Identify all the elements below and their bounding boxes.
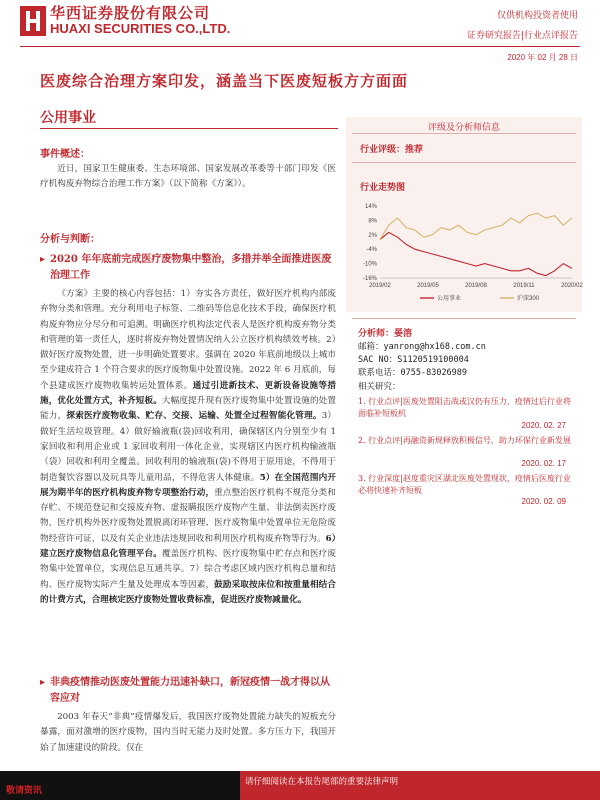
para-bold-5: 鼓励采取按床位和按重量相结合的计费方式，合理核定医疗废物处置收费标准，促进医疗废物减量化。: [40, 579, 336, 605]
report-date: 2020 年 02 月 28 日: [507, 53, 578, 62]
x-tick-label: 2019/02: [369, 283, 391, 289]
analyst-phone: 联系电话：0755-83026989: [358, 368, 468, 378]
header-divider: [20, 46, 580, 47]
related-item-1[interactable]: 1. 行业点评|医废处置阻击战或汉仍有压力，疫情过后行业将面临补短板机: [358, 397, 571, 418]
analyst-name: 分析师：晏溶: [358, 329, 413, 339]
panel-divider: [352, 318, 576, 319]
analyst-email: 邮箱：yanrong@hx168.com.cn: [358, 342, 486, 352]
event-paragraph: 近日，国家卫生健康委、生态环境部、国家发展改革委等十部门印发《医疗机构废弃物综合治理工作方案》（以下简称《方案》）。: [40, 164, 336, 190]
company-name-en: HUAXI SECURITIES CO.,LTD.: [50, 21, 231, 36]
para-text-1: 《方案》主要的核心内容包括：1）夯实各方责任，做好医疗机构内部废弃物分类和管理。充分利用电子标签、二维码等信息化技术手段，确保医疗机构废弃物应分尽分和可追溯。明确医疗机构法定代表人是医疗机构废弃物分类和管理的第一责任人，逐时将废弃物处置情况纳入公立医疗机构绩效考核。2）做好医疗废物处置，进一步明确处置要求。强调在 2020 年底前地级以上城市至少建成符合 1 个符合要求的医疗废物集中处置设施。2022 年 6 月底前，每个县建成医疗废物收集转运处置体系。: [40, 289, 336, 391]
related-research-label: 相关研究：: [358, 382, 401, 392]
y-tick-label: 8%: [368, 218, 377, 225]
x-tick-label: 2020/02: [561, 283, 583, 289]
para-text-4: 重点整治医疗机构不规范分类和存贮、不规范登记和交接废弃物、虚报瞒报医疗废物产生量、非法倒卖医疗废物，医疗机构外医疗废物处置脱离闭环管理、医疗废物集中处置单位无危险废物经营许可证，以及有关企业违法违规回收和利用医疗机构废弃物等行为。: [40, 487, 336, 544]
related-item-2[interactable]: 2. 行业点评|再融资新规释放积极信号，助力环保行业新发展: [358, 436, 571, 445]
analyst-sac: SAC NO：S1120519100004: [358, 355, 469, 365]
x-tick-label: 2019/08: [465, 283, 487, 289]
y-tick-label: 2%: [368, 232, 377, 239]
x-tick-label: 2019/05: [417, 283, 439, 289]
industry-trend-chart: [356, 200, 583, 308]
trend-chart-label: 行业走势图: [360, 183, 406, 193]
report-title: 医废综合治理方案印发，涵盖当下医废短板方方面面: [40, 72, 409, 90]
analysis-heading: 分析与判断：: [40, 234, 100, 245]
panel-divider: [352, 162, 576, 163]
para-bold-2: 探索医疗废物收集、贮存、交接、运输、处置全过程智能化管理。: [66, 411, 322, 422]
industry-divider: [40, 128, 338, 129]
related-date-1: 2020. 02. 27: [521, 421, 566, 430]
industry-name: 公用事业: [40, 110, 96, 126]
y-tick-label: -16%: [362, 276, 377, 282]
series-line-1: [380, 232, 572, 275]
para-bold-1: 通过引进新技术、更新设备设施等措施，优化处置方式，补齐短板。: [40, 380, 336, 407]
bullet-one-text: 2020 年年底前完成医疗废物集中整治，多措并举全面推进医废治理工作: [50, 254, 332, 281]
related-date-2: 2020. 02. 17: [521, 459, 566, 468]
legend-label: 公用事业: [437, 296, 462, 302]
company-logo-icon: [20, 6, 46, 36]
y-tick-label: -4%: [366, 247, 377, 254]
bullet-two: [40, 675, 336, 707]
analysis-paragraph: [40, 287, 336, 608]
x-tick-label: 2019/11: [513, 283, 535, 289]
panel-divider: [352, 133, 576, 134]
bullet-two-text: 非典疫情推动医废处置能力迅速补缺口，新冠疫情一战才得以从容应对: [50, 677, 330, 704]
report-type: 证券研究报告|行业点评报告: [466, 31, 578, 41]
para-text-3: 3）做好生活垃圾管理。4）做好输液瓶(袋)回收利用，确保辖区内分别至少有 1 家回收和利用企业或 1 家回收利用一体化企业，实现辖区内医疗机构输液瓶（袋）回收和利用全覆盖。回收利用的输液瓶(袋)不得用于原用途，不得用于制造餐饮容器以及玩具等儿童用品，不得危害人体健康。: [40, 411, 336, 483]
legend-label: 沪深300: [517, 296, 540, 302]
rating-panel-header: 评级及分析师信息: [427, 123, 500, 133]
para-bold-3: 5）在全国范围内开展为期半年的医疗机构废弃物专项整治行动，: [40, 472, 336, 498]
bullet-one: [40, 252, 336, 284]
history-paragraph: 2003 年春天“非典”疫情爆发后，我国医疗废物处置能力缺失的短板充分暴露，面对激增的医疗废物，国内当时无能力及时处置。多方压力下，我国开始了加速建设的阶段。仅在: [40, 712, 336, 753]
bullet-arrow-icon: ▸: [40, 254, 46, 265]
y-tick-label: 14%: [364, 204, 377, 210]
footer-left-text: 敬请资讯: [6, 786, 43, 796]
audience-tagline: 仅供机构投资者使用: [496, 11, 578, 21]
para-text-2: 大幅度提升现有医疗废物集中处置设施的处置能力，: [40, 396, 336, 422]
bullet-arrow-icon: ▸: [40, 677, 46, 688]
series-line-2: [380, 213, 572, 239]
para-text-5: 覆盖医疗机构、医疗废物集中贮存点和医疗废物集中处置单位，实现信息互通共享。7）综合考虑区域内医疗机构总量和结构、医疗废物实际产生量及处理成本等因素，: [40, 549, 336, 590]
y-tick-label: -10%: [362, 261, 377, 268]
para-bold-4: 6）建立医疗废物信息化管理平台。: [40, 533, 336, 560]
event-heading: 事件概述：: [40, 149, 90, 160]
industry-rating: 行业评级：推荐: [360, 145, 424, 155]
company-name-cn: 华西证券股份有限公司: [50, 4, 211, 22]
related-item-3[interactable]: 3. 行业深度|赵度重灾区湖北医废处置现状，疫情后医废行业必将快速补齐短板: [358, 474, 571, 495]
legal-notice[interactable]: 请仔细阅读在本报告尾部的重要法律声明: [245, 777, 399, 787]
related-date-3: 2020. 02. 09: [521, 497, 566, 506]
